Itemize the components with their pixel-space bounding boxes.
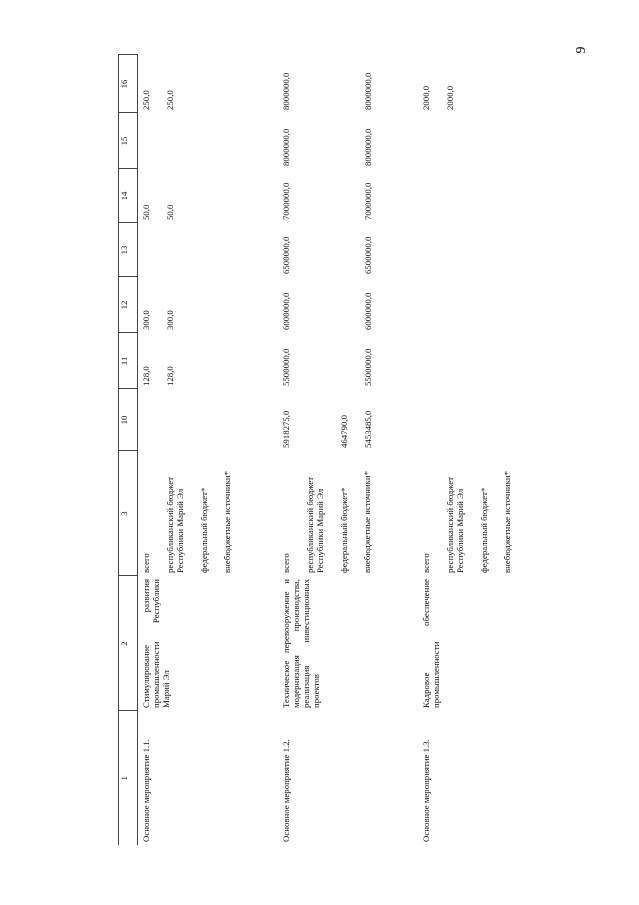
event-name-cell: Стимулирование развития промышленности Республики Марий Эл bbox=[141, 579, 171, 708]
amount-value bbox=[224, 116, 234, 166]
amount-cell-c10 bbox=[138, 389, 279, 451]
event-name-cell: Кадровое обеспечение промышленности bbox=[421, 579, 441, 708]
page-number: 9 bbox=[574, 46, 589, 54]
amount-cell-c12 bbox=[278, 277, 418, 333]
header-row bbox=[119, 55, 138, 845]
amount-value bbox=[446, 280, 466, 330]
amount-value: 6500000,0 bbox=[281, 236, 291, 274]
funding-source-label: всего bbox=[421, 553, 431, 573]
amount-cell-c14 bbox=[138, 169, 279, 223]
event-cell: Основное мероприятие 1.3. bbox=[421, 739, 431, 842]
amount-value bbox=[224, 172, 234, 220]
amount-value bbox=[200, 336, 210, 386]
amount-value bbox=[166, 116, 186, 166]
amount-cell-c15 bbox=[418, 113, 558, 169]
amount-cell-c12 bbox=[418, 277, 558, 333]
amount-value: 7000000,0 bbox=[281, 182, 291, 220]
funding-source-label: республиканский бюджет Республики Марий Эл bbox=[304, 476, 325, 573]
amount-value: 2000,0 bbox=[421, 85, 431, 110]
amount-value bbox=[224, 58, 234, 110]
amount-value bbox=[340, 336, 350, 386]
amount-cell-c12 bbox=[138, 277, 279, 333]
amount-cell-c11 bbox=[138, 333, 279, 389]
amount-value bbox=[306, 116, 326, 166]
amount-value: 8000000,0 bbox=[281, 72, 291, 110]
funding-source-label: республиканский бюджет Республики Марий Эл bbox=[444, 476, 465, 573]
amount-cell-c13 bbox=[138, 223, 279, 277]
header-cell: 1 bbox=[119, 711, 138, 845]
table-row bbox=[138, 55, 279, 845]
event-name-cell: Техническое перевооружение и модернизация производства, реализация инвестиционных проектов bbox=[281, 579, 321, 708]
amount-cell-c16 bbox=[278, 55, 418, 113]
amount-value bbox=[446, 116, 466, 166]
amount-cell-c15 bbox=[278, 113, 418, 169]
amount-cell-c11 bbox=[278, 333, 418, 389]
amount-value: 300,0 bbox=[141, 310, 151, 330]
amount-value: 128,0 bbox=[141, 366, 151, 386]
amount-value: 6500000,0 bbox=[363, 236, 373, 274]
funding-source-label: федеральный бюджет* bbox=[478, 487, 489, 573]
funding-sources-cell bbox=[418, 451, 558, 576]
amount-value bbox=[200, 172, 210, 220]
amount-value: 464790,0 bbox=[339, 415, 349, 448]
event-cell: Основное мероприятие 1.1. bbox=[141, 739, 151, 842]
amount-value bbox=[306, 58, 326, 110]
funding-sources-cell bbox=[278, 451, 418, 576]
amount-cell-c13 bbox=[418, 223, 558, 277]
amount-value: 6000000,0 bbox=[281, 292, 291, 330]
amount-value bbox=[422, 336, 432, 386]
amount-value bbox=[480, 336, 490, 386]
amount-cell-c13 bbox=[278, 223, 418, 277]
amount-value bbox=[142, 116, 152, 166]
amount-value bbox=[422, 392, 432, 448]
amount-value bbox=[504, 280, 514, 330]
amount-value bbox=[504, 58, 514, 110]
amount-value bbox=[422, 226, 432, 274]
amount-value bbox=[142, 392, 152, 448]
amount-cell-c15 bbox=[138, 113, 279, 169]
header-cell: 2 bbox=[119, 576, 138, 711]
funding-source-label: внебюджетные источники* bbox=[502, 470, 513, 573]
amount-value bbox=[480, 280, 490, 330]
amount-value bbox=[446, 226, 466, 274]
amount-value: 8000000,0 bbox=[281, 128, 291, 166]
amount-value: 250,0 bbox=[141, 90, 151, 110]
amount-value bbox=[200, 392, 210, 448]
amount-value bbox=[422, 172, 432, 220]
header-cell: 16 bbox=[119, 55, 138, 113]
amount-value bbox=[422, 280, 432, 330]
amount-value bbox=[142, 226, 152, 274]
amount-value bbox=[166, 226, 186, 274]
amount-value bbox=[224, 336, 234, 386]
amount-value bbox=[340, 172, 350, 220]
amount-value bbox=[446, 172, 466, 220]
budget-table bbox=[118, 55, 558, 846]
header-cell: 11 bbox=[119, 333, 138, 389]
amount-value bbox=[480, 116, 490, 166]
amount-value bbox=[200, 116, 210, 166]
header-cell: 10 bbox=[119, 389, 138, 451]
amount-value: 50,0 bbox=[165, 204, 175, 220]
table-row bbox=[278, 55, 418, 845]
amount-value bbox=[446, 336, 466, 386]
header-cell: 12 bbox=[119, 277, 138, 333]
amount-value: 6000000,0 bbox=[363, 292, 373, 330]
amount-cell-c10 bbox=[418, 389, 558, 451]
amount-value bbox=[224, 280, 234, 330]
amount-value bbox=[422, 116, 432, 166]
amount-value: 250,0 bbox=[165, 90, 175, 110]
amount-value: 5500000,0 bbox=[281, 348, 291, 386]
amount-value bbox=[340, 58, 350, 110]
amount-value bbox=[480, 226, 490, 274]
amount-value: 300,0 bbox=[165, 310, 175, 330]
amount-value bbox=[224, 392, 234, 448]
amount-value bbox=[504, 172, 514, 220]
amount-value bbox=[504, 392, 514, 448]
funding-source-label: республиканский бюджет Республики Марий Эл bbox=[164, 476, 185, 573]
amount-value bbox=[340, 280, 350, 330]
amount-value bbox=[504, 336, 514, 386]
amount-value: 5453485,0 bbox=[363, 410, 373, 448]
funding-source-label: федеральный бюджет* bbox=[198, 487, 209, 573]
funding-sources-cell bbox=[138, 451, 279, 576]
amount-value bbox=[480, 58, 490, 110]
amount-value bbox=[480, 172, 490, 220]
amount-cell-c11 bbox=[418, 333, 558, 389]
amount-value bbox=[340, 116, 350, 166]
amount-cell-c16 bbox=[418, 55, 558, 113]
amount-value bbox=[224, 226, 234, 274]
amount-value bbox=[504, 116, 514, 166]
header-cell: 3 bbox=[119, 451, 138, 576]
amount-value bbox=[200, 58, 210, 110]
amount-value bbox=[200, 226, 210, 274]
amount-value bbox=[504, 226, 514, 274]
amount-value bbox=[306, 336, 326, 386]
funding-source-label: федеральный бюджет* bbox=[338, 487, 349, 573]
amount-value bbox=[480, 392, 490, 448]
amount-value bbox=[306, 172, 326, 220]
amount-value bbox=[200, 280, 210, 330]
amount-value: 8000000,0 bbox=[363, 128, 373, 166]
header-cell: 14 bbox=[119, 169, 138, 223]
funding-source-label: внебюджетные источники* bbox=[362, 470, 373, 573]
amount-value bbox=[446, 392, 466, 448]
amount-value: 50,0 bbox=[141, 204, 151, 220]
amount-value: 2000,0 bbox=[445, 85, 455, 110]
amount-cell-c14 bbox=[418, 169, 558, 223]
header-cell: 15 bbox=[119, 113, 138, 169]
amount-value bbox=[306, 226, 326, 274]
amount-cell-c10 bbox=[278, 389, 418, 451]
amount-cell-c14 bbox=[278, 169, 418, 223]
amount-value bbox=[166, 392, 186, 448]
amount-value: 5918275,0 bbox=[281, 410, 291, 448]
rotated-table-area bbox=[118, 55, 631, 845]
table-row bbox=[418, 55, 558, 845]
amount-cell-c16 bbox=[138, 55, 279, 113]
funding-source-label: всего bbox=[141, 553, 151, 573]
amount-value bbox=[306, 392, 326, 448]
amount-value bbox=[306, 280, 326, 330]
header-cell: 13 bbox=[119, 223, 138, 277]
amount-value: 128,0 bbox=[165, 366, 175, 386]
funding-source-label: всего bbox=[281, 553, 291, 573]
amount-value: 7000000,0 bbox=[363, 182, 373, 220]
amount-value bbox=[340, 226, 350, 274]
amount-value: 5500000,0 bbox=[363, 348, 373, 386]
amount-value: 8000000,0 bbox=[363, 72, 373, 110]
funding-source-label: внебюджетные источники* bbox=[222, 470, 233, 573]
event-cell: Основное мероприятие 1.2. bbox=[281, 739, 291, 842]
